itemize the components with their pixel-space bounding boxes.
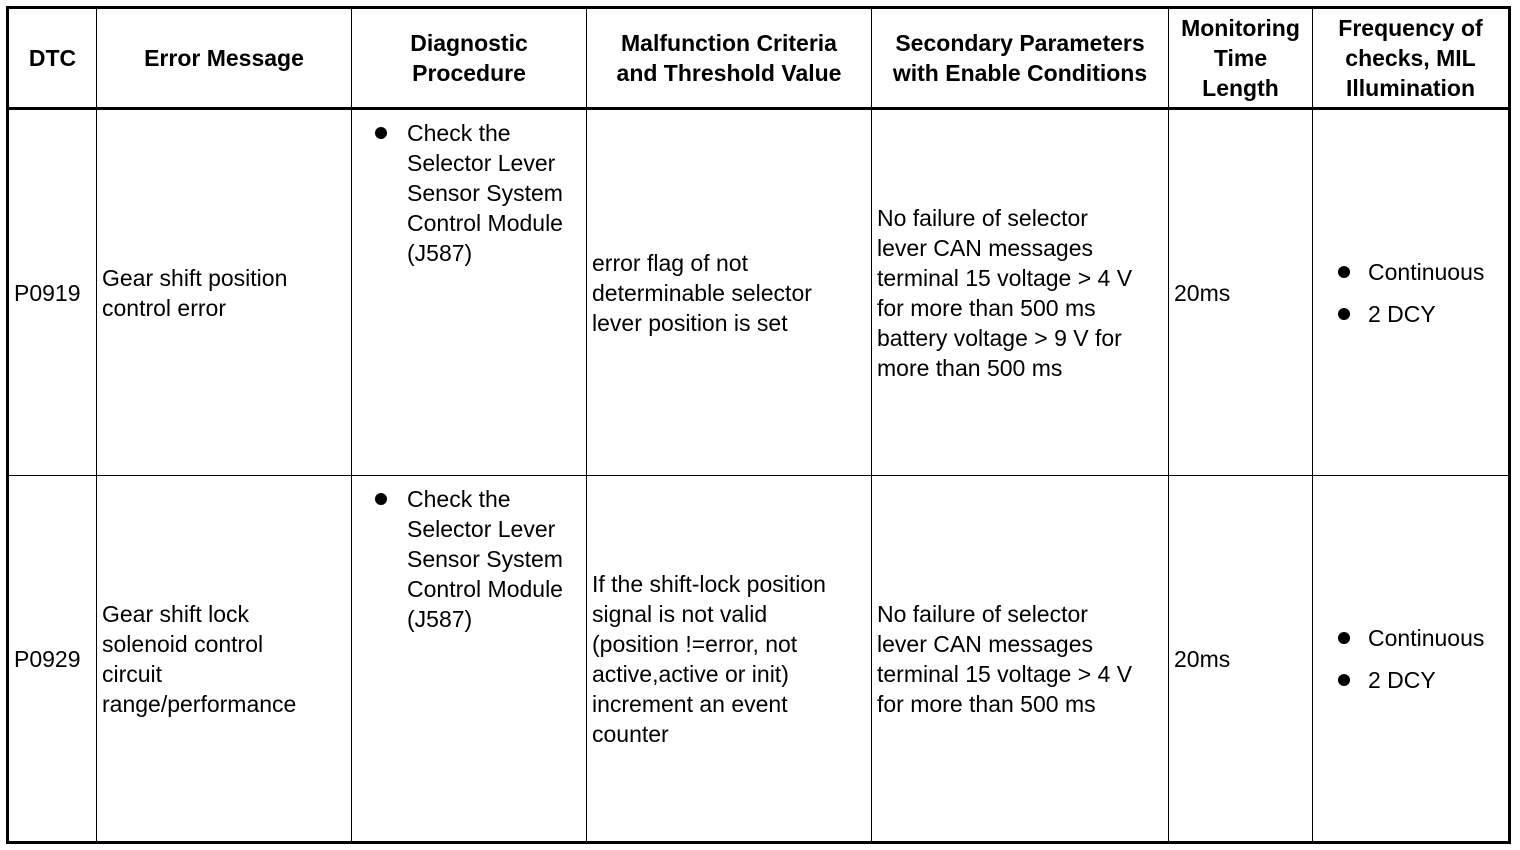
bullet-icon (1338, 266, 1350, 278)
frequency-cell (1313, 476, 1510, 843)
frequency-item (1318, 623, 1503, 653)
bullet-icon (1338, 674, 1350, 686)
header-diagnostic-procedure: Diagnostic Procedure (352, 8, 587, 109)
error-message: Gear shift lock solenoid control circuit range/performance (97, 476, 352, 843)
bullet-icon (375, 493, 387, 505)
header-secondary-parameters: Secondary Parameters with Enable Conditions (872, 8, 1169, 109)
dtc-code: P0919 (8, 109, 97, 476)
frequency-item (1318, 665, 1503, 695)
diagnostic-procedure (352, 476, 587, 843)
error-message: Gear shift position control error (97, 109, 352, 476)
dtc-table (6, 6, 1511, 844)
table-row (8, 109, 1510, 476)
frequency-text: Continuous (1368, 258, 1485, 285)
monitoring-time: 20ms (1169, 109, 1313, 476)
header-dtc: DTC (8, 8, 97, 109)
dtc-table-sheet (6, 6, 1508, 844)
table-row (8, 476, 1510, 843)
secondary-parameters: No failure of selector lever CAN messages terminal 15 voltage > 4 V for more than 500 ms battery voltage > 9 V for more than 500 ms (872, 109, 1169, 476)
header-monitoring-time: Monitoring Time Length (1169, 8, 1313, 109)
procedure-item (357, 118, 581, 268)
frequency-text: Continuous (1368, 624, 1485, 651)
procedure-text: Check the Selector Lever Sensor System Control Module (J587) (407, 486, 563, 632)
bullet-icon (1338, 632, 1350, 644)
frequency-item (1318, 257, 1503, 287)
header-malfunction-criteria: Malfunction Criteria and Threshold Value (587, 8, 872, 109)
frequency-text: 2 DCY (1368, 666, 1436, 693)
frequency-item (1318, 299, 1503, 329)
bullet-icon (375, 127, 387, 139)
secondary-parameters: No failure of selector lever CAN messages terminal 15 voltage > 4 V for more than 500 ms (872, 476, 1169, 843)
frequency-cell (1313, 109, 1510, 476)
header-row (8, 8, 1510, 109)
procedure-text: Check the Selector Lever Sensor System Control Module (J587) (407, 120, 563, 266)
header-frequency: Frequency of checks, MIL Illumination (1313, 8, 1510, 109)
dtc-code: P0929 (8, 476, 97, 843)
monitoring-time: 20ms (1169, 476, 1313, 843)
malfunction-criteria: error flag of not determinable selector lever position is set (587, 109, 872, 476)
malfunction-criteria: If the shift-lock position signal is not valid (position !=error, not active,active or init) increment an event counter (587, 476, 872, 843)
frequency-text: 2 DCY (1368, 300, 1436, 327)
diagnostic-procedure (352, 109, 587, 476)
procedure-item (357, 484, 581, 634)
header-error-message: Error Message (97, 8, 352, 109)
bullet-icon (1338, 308, 1350, 320)
